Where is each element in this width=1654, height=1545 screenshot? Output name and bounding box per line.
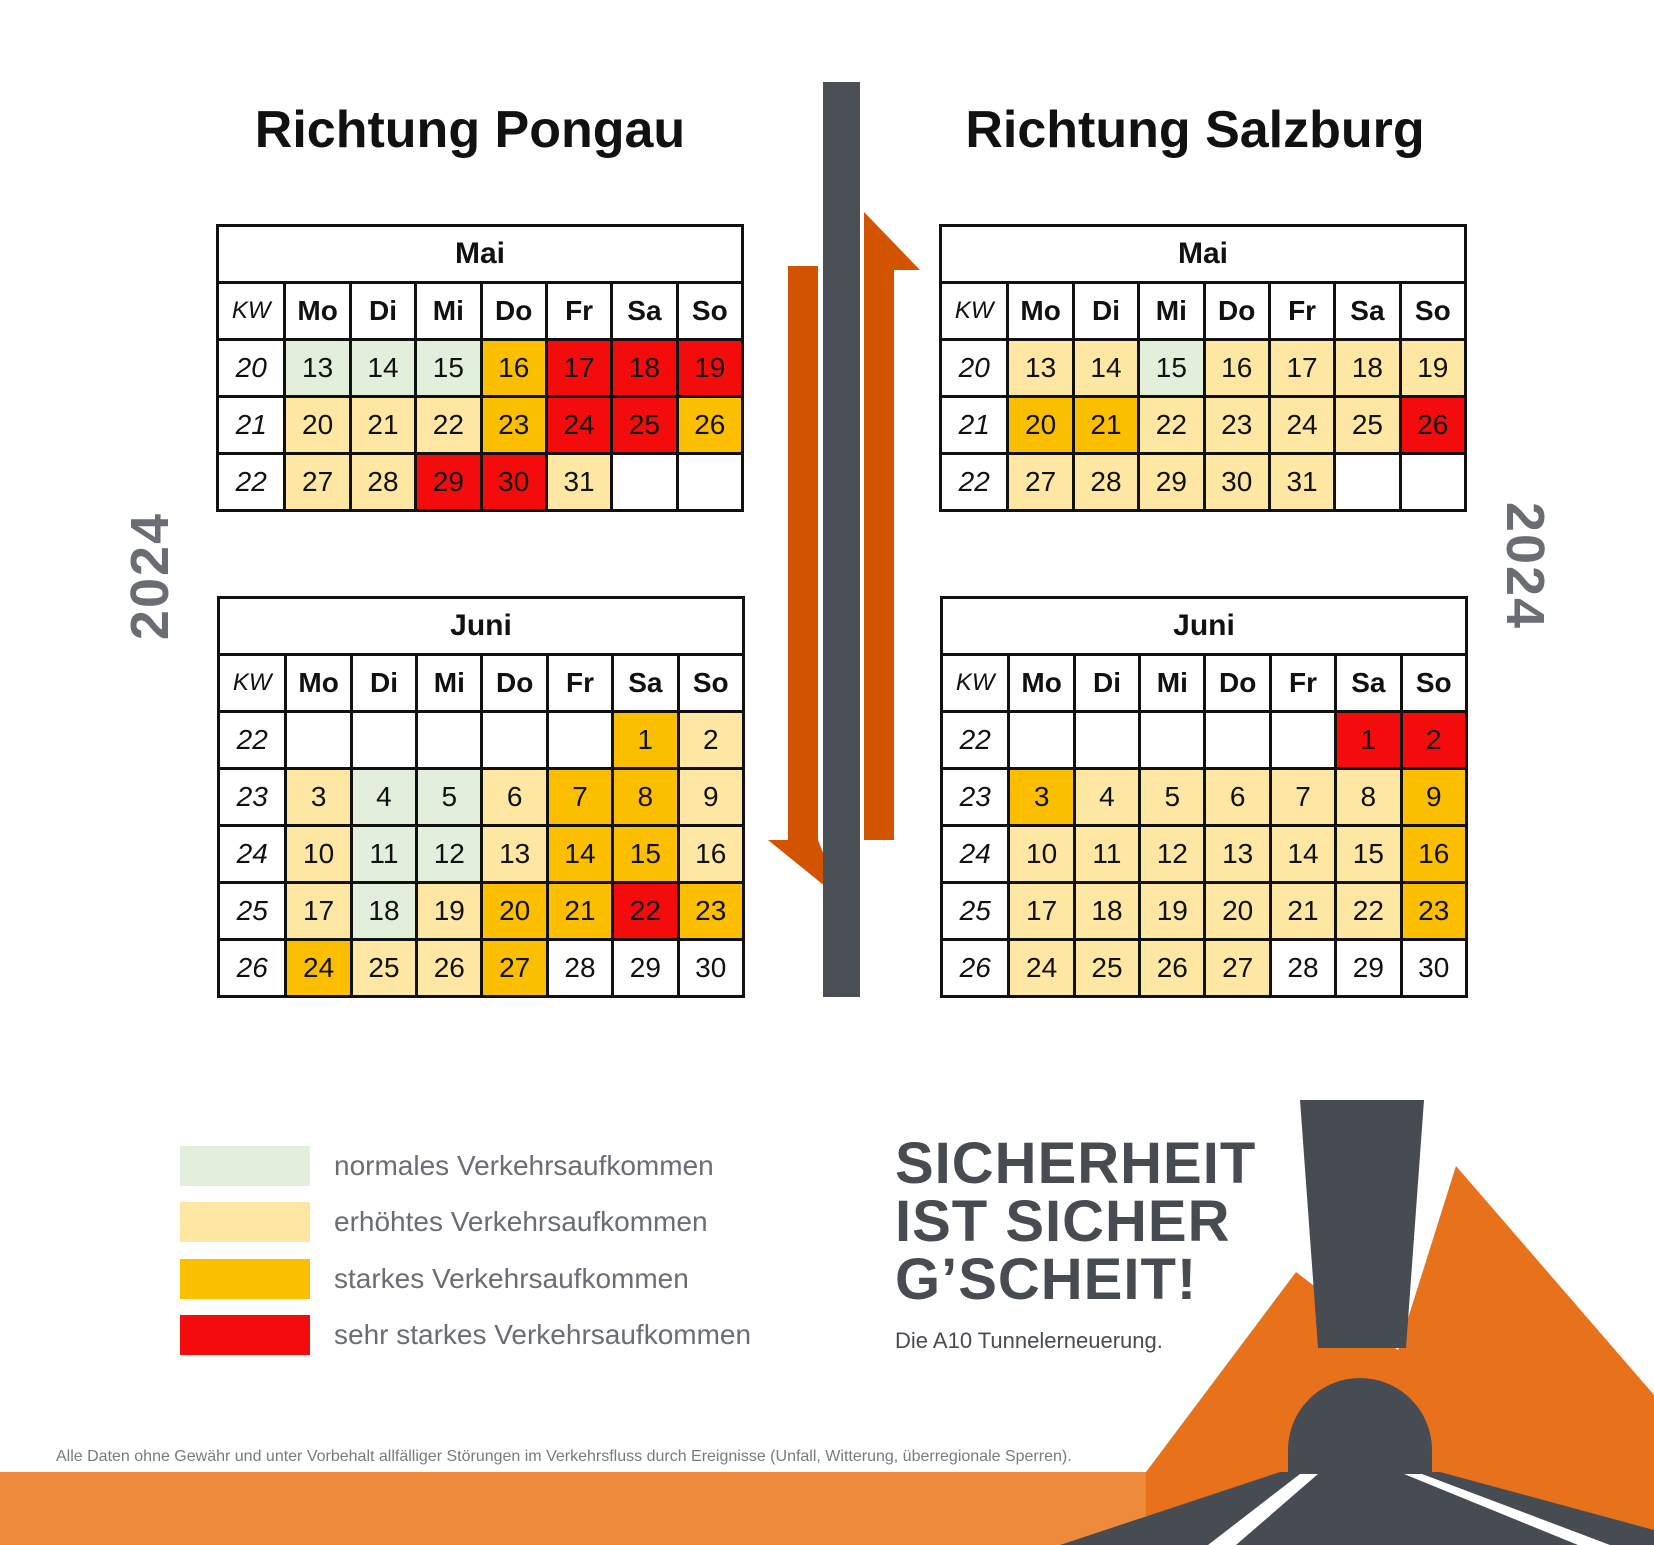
day-cell: 17 <box>1009 883 1074 940</box>
weekday-header: Do <box>481 283 546 340</box>
day-cell: 10 <box>286 826 351 883</box>
year-label-left: 2024 <box>120 511 180 641</box>
day-cell: 2 <box>678 712 743 769</box>
day-cell: 23 <box>1204 397 1269 454</box>
day-cell: 12 <box>417 826 482 883</box>
day-cell: 8 <box>1336 769 1401 826</box>
day-cell: 27 <box>482 940 547 997</box>
day-cell: 31 <box>546 454 611 511</box>
day-cell: 25 <box>612 397 677 454</box>
day-cell: 13 <box>1008 340 1073 397</box>
week-row <box>218 397 743 454</box>
day-cell: 18 <box>1335 340 1400 397</box>
day-cell: 15 <box>416 340 481 397</box>
weekday-header: Mi <box>416 283 481 340</box>
weekday-header: Di <box>1073 283 1138 340</box>
day-cell: 23 <box>481 397 546 454</box>
day-cell: 29 <box>1139 454 1204 511</box>
day-cell: 28 <box>1270 940 1335 997</box>
day-cell: 25 <box>351 940 416 997</box>
day-cell <box>1205 712 1270 769</box>
day-cell: 11 <box>351 826 416 883</box>
day-cell <box>1400 454 1465 511</box>
day-cell: 29 <box>613 940 678 997</box>
day-cell: 31 <box>1269 454 1334 511</box>
weekday-header: Mi <box>1139 283 1204 340</box>
calendar-salzburg-juni <box>940 596 1468 998</box>
day-cell: 30 <box>678 940 743 997</box>
tunnel-graphic <box>0 1090 1654 1545</box>
weekday-header: So <box>1400 283 1465 340</box>
week-number: 22 <box>942 712 1009 769</box>
weekday-header: Di <box>1074 655 1139 712</box>
day-cell: 16 <box>678 826 743 883</box>
day-cell <box>547 712 612 769</box>
week-number: 23 <box>219 769 286 826</box>
week-row <box>941 340 1466 397</box>
day-cell: 1 <box>1336 712 1401 769</box>
day-cell: 26 <box>1140 940 1205 997</box>
day-cell: 27 <box>285 454 350 511</box>
week-row <box>942 826 1467 883</box>
day-cell: 8 <box>613 769 678 826</box>
weekday-header: So <box>677 283 742 340</box>
week-row <box>941 454 1466 511</box>
day-cell: 20 <box>1008 397 1073 454</box>
day-cell: 26 <box>677 397 742 454</box>
week-number: 24 <box>219 826 286 883</box>
week-row <box>942 883 1467 940</box>
weekday-header: Fr <box>1270 655 1335 712</box>
slogan-line-2: IST SICHER <box>895 1189 1231 1254</box>
slogan-line-3: G’SCHEIT! <box>895 1247 1198 1312</box>
day-cell: 3 <box>286 769 351 826</box>
day-cell: 23 <box>1401 883 1466 940</box>
day-cell: 25 <box>1074 940 1139 997</box>
weekday-header: Di <box>350 283 415 340</box>
day-cell: 22 <box>613 883 678 940</box>
day-cell: 6 <box>1205 769 1270 826</box>
day-cell: 21 <box>350 397 415 454</box>
day-cell: 18 <box>612 340 677 397</box>
week-number: 26 <box>219 940 286 997</box>
kw-header: KW <box>942 655 1009 712</box>
day-cell <box>417 712 482 769</box>
weekday-header: Sa <box>1335 283 1400 340</box>
week-number: 22 <box>219 712 286 769</box>
day-cell: 9 <box>1401 769 1466 826</box>
day-cell: 21 <box>1270 883 1335 940</box>
day-cell: 26 <box>1400 397 1465 454</box>
weekday-header: Mo <box>1008 283 1073 340</box>
day-cell: 20 <box>1205 883 1270 940</box>
day-cell: 28 <box>350 454 415 511</box>
day-cell: 14 <box>1073 340 1138 397</box>
legend-label: sehr starkes Verkehrsaufkommen <box>334 1319 752 1350</box>
disclaimer: Alle Daten ohne Gewähr und unter Vorbehalt allfälliger Störungen im Verkehrsfluss durch Ereignisse (Unfall, Witterung, überregionale Sperren). <box>56 1448 1072 1465</box>
day-cell: 17 <box>546 340 611 397</box>
week-number: 20 <box>218 340 285 397</box>
day-cell: 17 <box>286 883 351 940</box>
slogan-subtitle: Die A10 Tunnelerneuerung. <box>895 1328 1163 1353</box>
day-cell: 19 <box>1140 883 1205 940</box>
week-number: 25 <box>942 883 1009 940</box>
day-cell: 9 <box>678 769 743 826</box>
day-cell: 19 <box>1400 340 1465 397</box>
day-cell: 7 <box>1270 769 1335 826</box>
week-number: 24 <box>942 826 1009 883</box>
day-cell: 22 <box>1139 397 1204 454</box>
day-cell: 27 <box>1008 454 1073 511</box>
legend-label: normales Verkehrsaufkommen <box>334 1150 714 1181</box>
day-cell: 24 <box>546 397 611 454</box>
weekday-header: So <box>1401 655 1466 712</box>
day-cell: 30 <box>1204 454 1269 511</box>
weekday-header: Mo <box>285 283 350 340</box>
year-label-right: 2024 <box>1495 501 1555 631</box>
week-row <box>942 712 1467 769</box>
day-cell: 14 <box>1270 826 1335 883</box>
day-cell: 11 <box>1074 826 1139 883</box>
week-number: 21 <box>941 397 1008 454</box>
day-cell: 18 <box>351 883 416 940</box>
week-number: 21 <box>218 397 285 454</box>
day-cell: 18 <box>1074 883 1139 940</box>
weekday-header: Sa <box>613 655 678 712</box>
day-cell: 14 <box>350 340 415 397</box>
day-cell: 7 <box>547 769 612 826</box>
title-richtung-pongau: Richtung Pongau <box>254 101 686 159</box>
day-cell: 22 <box>416 397 481 454</box>
day-cell: 4 <box>1074 769 1139 826</box>
day-cell: 20 <box>285 397 350 454</box>
arrow-up-icon <box>864 212 920 840</box>
weekday-header: Di <box>351 655 416 712</box>
weekday-header: Do <box>482 655 547 712</box>
title-richtung-salzburg: Richtung Salzburg <box>965 101 1425 159</box>
day-cell <box>677 454 742 511</box>
calendar-pongau-mai <box>216 224 744 512</box>
day-cell: 5 <box>1140 769 1205 826</box>
day-cell: 16 <box>1204 340 1269 397</box>
day-cell: 24 <box>1269 397 1334 454</box>
day-cell <box>1140 712 1205 769</box>
day-cell <box>351 712 416 769</box>
day-cell: 16 <box>481 340 546 397</box>
day-cell: 15 <box>1336 826 1401 883</box>
day-cell: 6 <box>482 769 547 826</box>
weekday-header: Mo <box>286 655 351 712</box>
week-number: 25 <box>219 883 286 940</box>
day-cell: 20 <box>482 883 547 940</box>
calendar-salzburg-mai <box>939 224 1467 512</box>
kw-header: KW <box>218 283 285 340</box>
calendar-pongau-juni <box>217 596 745 998</box>
day-cell: 19 <box>417 883 482 940</box>
weekday-header: Fr <box>547 655 612 712</box>
direction-divider-graphic <box>760 80 930 1005</box>
week-row <box>219 826 744 883</box>
day-cell <box>612 454 677 511</box>
kw-header: KW <box>941 283 1008 340</box>
week-number: 20 <box>941 340 1008 397</box>
day-cell: 29 <box>416 454 481 511</box>
day-cell: 27 <box>1205 940 1270 997</box>
week-number: 26 <box>942 940 1009 997</box>
day-cell: 15 <box>613 826 678 883</box>
weekday-header: So <box>678 655 743 712</box>
day-cell: 10 <box>1009 826 1074 883</box>
day-cell: 30 <box>1401 940 1466 997</box>
day-cell: 2 <box>1401 712 1466 769</box>
weekday-header: Sa <box>612 283 677 340</box>
week-number: 22 <box>941 454 1008 511</box>
weekday-header: Fr <box>1269 283 1334 340</box>
week-row <box>219 769 744 826</box>
legend-label: erhöhtes Verkehrsaufkommen <box>334 1206 708 1237</box>
day-cell: 15 <box>1139 340 1204 397</box>
day-cell <box>1074 712 1139 769</box>
weekday-header: Do <box>1205 655 1270 712</box>
slogan-line-1: SICHERHEIT <box>895 1131 1257 1196</box>
month-title: Mai <box>941 226 1466 283</box>
day-cell: 29 <box>1336 940 1401 997</box>
day-cell: 28 <box>1073 454 1138 511</box>
day-cell: 22 <box>1336 883 1401 940</box>
kw-header: KW <box>219 655 286 712</box>
week-number: 22 <box>218 454 285 511</box>
day-cell <box>1335 454 1400 511</box>
week-row <box>219 712 744 769</box>
day-cell: 1 <box>613 712 678 769</box>
day-cell: 5 <box>417 769 482 826</box>
week-number: 23 <box>942 769 1009 826</box>
day-cell <box>1270 712 1335 769</box>
day-cell: 24 <box>286 940 351 997</box>
week-row <box>941 397 1466 454</box>
weekday-header: Do <box>1204 283 1269 340</box>
month-title: Juni <box>219 598 744 655</box>
day-cell: 12 <box>1140 826 1205 883</box>
day-cell: 28 <box>547 940 612 997</box>
day-cell: 23 <box>678 883 743 940</box>
weekday-header: Mo <box>1009 655 1074 712</box>
slogan <box>895 1131 1257 1312</box>
day-cell: 30 <box>481 454 546 511</box>
weekday-header: Fr <box>546 283 611 340</box>
weekday-header: Mi <box>417 655 482 712</box>
day-cell: 17 <box>1269 340 1334 397</box>
day-cell: 26 <box>417 940 482 997</box>
day-cell: 25 <box>1335 397 1400 454</box>
month-title: Juni <box>942 598 1467 655</box>
day-cell: 19 <box>677 340 742 397</box>
day-cell: 24 <box>1009 940 1074 997</box>
day-cell: 3 <box>1009 769 1074 826</box>
day-cell: 14 <box>547 826 612 883</box>
day-cell: 13 <box>1205 826 1270 883</box>
exclamation-mark-icon <box>1300 1100 1424 1348</box>
center-divider <box>823 82 860 997</box>
week-row <box>219 940 744 997</box>
week-row <box>219 883 744 940</box>
month-title: Mai <box>218 226 743 283</box>
day-cell: 4 <box>351 769 416 826</box>
day-cell <box>482 712 547 769</box>
week-row <box>218 340 743 397</box>
week-row <box>942 940 1467 997</box>
weekday-header: Mi <box>1140 655 1205 712</box>
day-cell <box>1009 712 1074 769</box>
week-row <box>942 769 1467 826</box>
day-cell: 21 <box>547 883 612 940</box>
week-row <box>218 454 743 511</box>
day-cell: 13 <box>285 340 350 397</box>
day-cell <box>286 712 351 769</box>
day-cell: 13 <box>482 826 547 883</box>
weekday-header: Sa <box>1336 655 1401 712</box>
day-cell: 21 <box>1073 397 1138 454</box>
legend-label: starkes Verkehrsaufkommen <box>334 1263 689 1294</box>
day-cell: 16 <box>1401 826 1466 883</box>
